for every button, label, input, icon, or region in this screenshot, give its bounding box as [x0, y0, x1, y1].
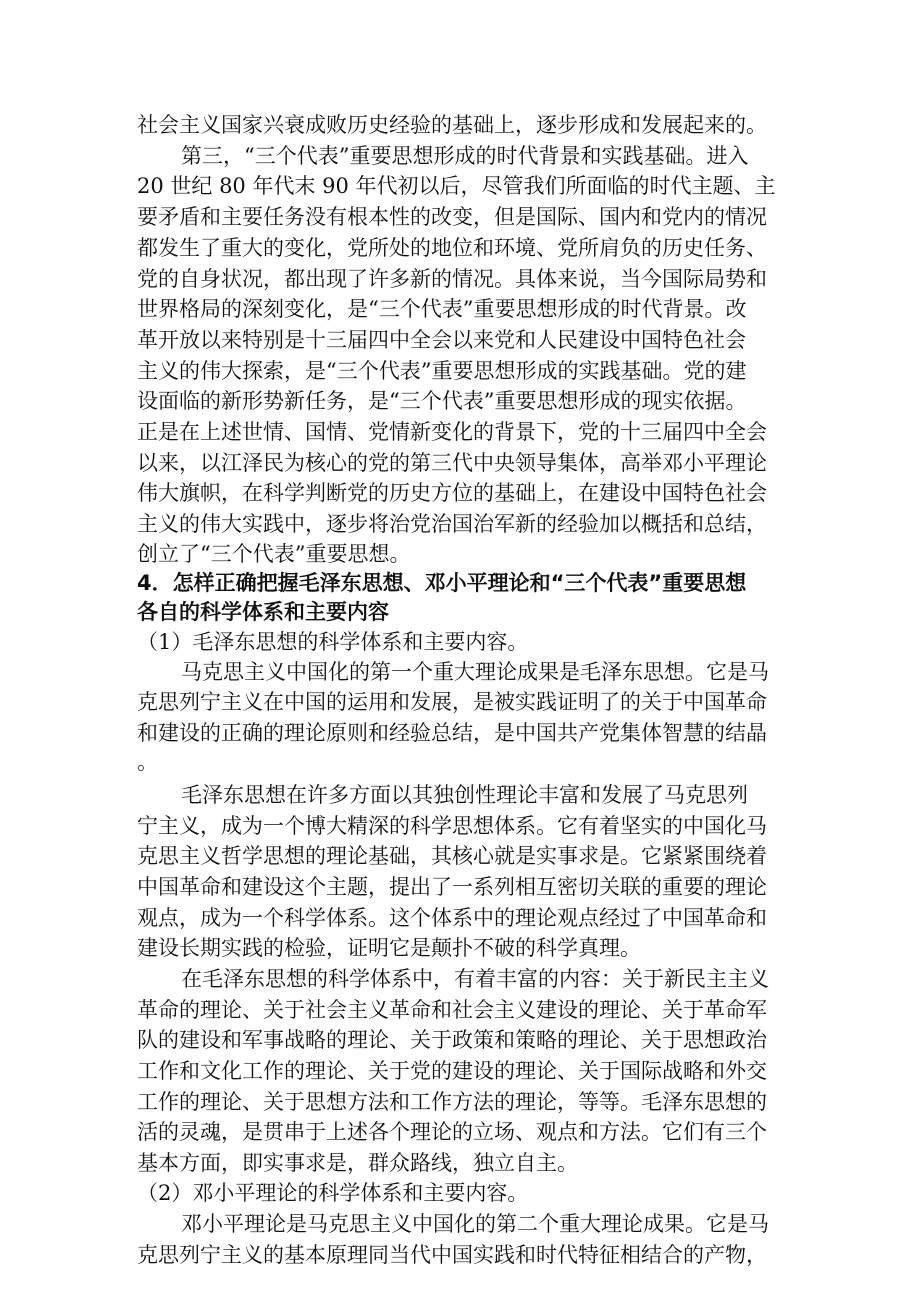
section-heading: 4．怎样正确把握毛泽东思想、邓小平理论和“三个代表”重要思想: [137, 571, 747, 595]
text-line: 世界格局的深刻变化，是“三个代表”重要思想形成的时代背景。改: [137, 297, 747, 321]
text-line: 20 世纪 80 年代末 90 年代初以后，尽管我们所面临的时代主题、主: [137, 174, 776, 198]
text-line: 基本方面，即实事求是，群众路线，独立自主。: [137, 1151, 578, 1175]
text-line: 队的建设和军事战略的理论、关于政策和策略的理论、关于思想政治: [137, 1028, 767, 1052]
text-line: 工作的理论、关于思想方法和工作方法的理论，等等。毛泽东思想的: [137, 1090, 767, 1114]
text-line: 创立了“三个代表”重要思想。: [137, 542, 411, 566]
text-line: 马克思主义中国化的第一个重大理论成果是毛泽东思想。它是马: [181, 660, 769, 684]
text-line: 主义的伟大探索，是“三个代表”重要思想形成的实践基础。党的建: [137, 359, 747, 383]
text-line: 克思主义哲学思想的理论基础，其核心就是实事求是。它紧紧围绕着: [137, 844, 767, 868]
text-line: 毛泽东思想在许多方面以其独创性理论丰富和发展了马克思列: [181, 783, 748, 807]
text-line: 中国革命和建设这个主题，提出了一系列相互密切关联的重要的理论: [137, 875, 767, 899]
text-line: 伟大旗帜，在科学判断党的历史方位的基础上，在建设中国特色社会: [137, 481, 767, 505]
text-line: 观点，成为一个科学体系。这个体系中的理论观点经过了中国革命和: [137, 906, 767, 930]
text-line: 党的自身状况，都出现了许多新的情况。具体来说，当今国际局势和: [137, 267, 767, 291]
text-line: 活的灵魂，是贯串于上述各个理论的立场、观点和方法。它们有三个: [137, 1120, 767, 1144]
text-line: 第三，“三个代表”重要思想形成的时代背景和实践基础。进入: [181, 144, 749, 168]
text-line: 革开放以来特别是十三届四中全会以来党和人民建设中国特色社会: [137, 328, 746, 352]
text-line: 。: [137, 750, 158, 774]
subsection-heading: （1）毛泽东思想的科学体系和主要内容。: [137, 630, 529, 654]
text-line: 都发生了重大的变化，党所处的地位和环境、党所肩负的历史任务、: [137, 236, 767, 260]
text-line: 工作和文化工作的理论、关于党的建设的理论、关于国际战略和外交: [137, 1059, 767, 1083]
text-line: 建设长期实践的检验，证明它是颠扑不破的科学真理。: [137, 936, 641, 960]
text-line: 邓小平理论是马克思主义中国化的第二个重大理论成果。它是马: [181, 1212, 769, 1236]
text-line: 革命的理论、关于社会主义革命和社会主义建设的理论、关于革命军: [137, 998, 767, 1022]
text-line: 克思列宁主义在中国的运用和发展，是被实践证明了的关于中国革命: [137, 690, 767, 714]
text-line: 正是在上述世情、国情、党情新变化的背景下，党的十三届四中全会: [137, 420, 767, 444]
subsection-heading: （2）邓小平理论的科学体系和主要内容。: [137, 1181, 529, 1205]
text-line: 克思列宁主义的基本原理同当代中国实践和时代特征相结合的产物，: [137, 1243, 767, 1267]
section-heading: 各自的科学体系和主要内容: [137, 600, 389, 624]
text-line: 和建设的正确的理论原则和经验总结，是中国共产党集体智慧的结晶: [137, 721, 767, 745]
text-line: 在毛泽东思想的科学体系中，有着丰富的内容：关于新民主主义: [181, 967, 769, 991]
text-line: 社会主义国家兴衰成败历史经验的基础上，逐步形成和发展起来的。: [137, 113, 767, 137]
text-line: 主义的伟大实践中，逐步将治党治国治军新的经验加以概括和总结，: [137, 512, 767, 536]
text-line: 要矛盾和主要任务没有根本性的改变，但是国际、国内和党内的情况: [137, 205, 767, 229]
text-line: 宁主义，成为一个博大精深的科学思想体系。它有着坚实的中国化马: [137, 814, 767, 838]
text-line: 以来，以江泽民为核心的党的第三代中央领导集体，高举邓小平理论: [137, 451, 767, 475]
text-line: 设面临的新形势新任务，是“三个代表”重要思想形成的现实依据。: [137, 389, 747, 413]
